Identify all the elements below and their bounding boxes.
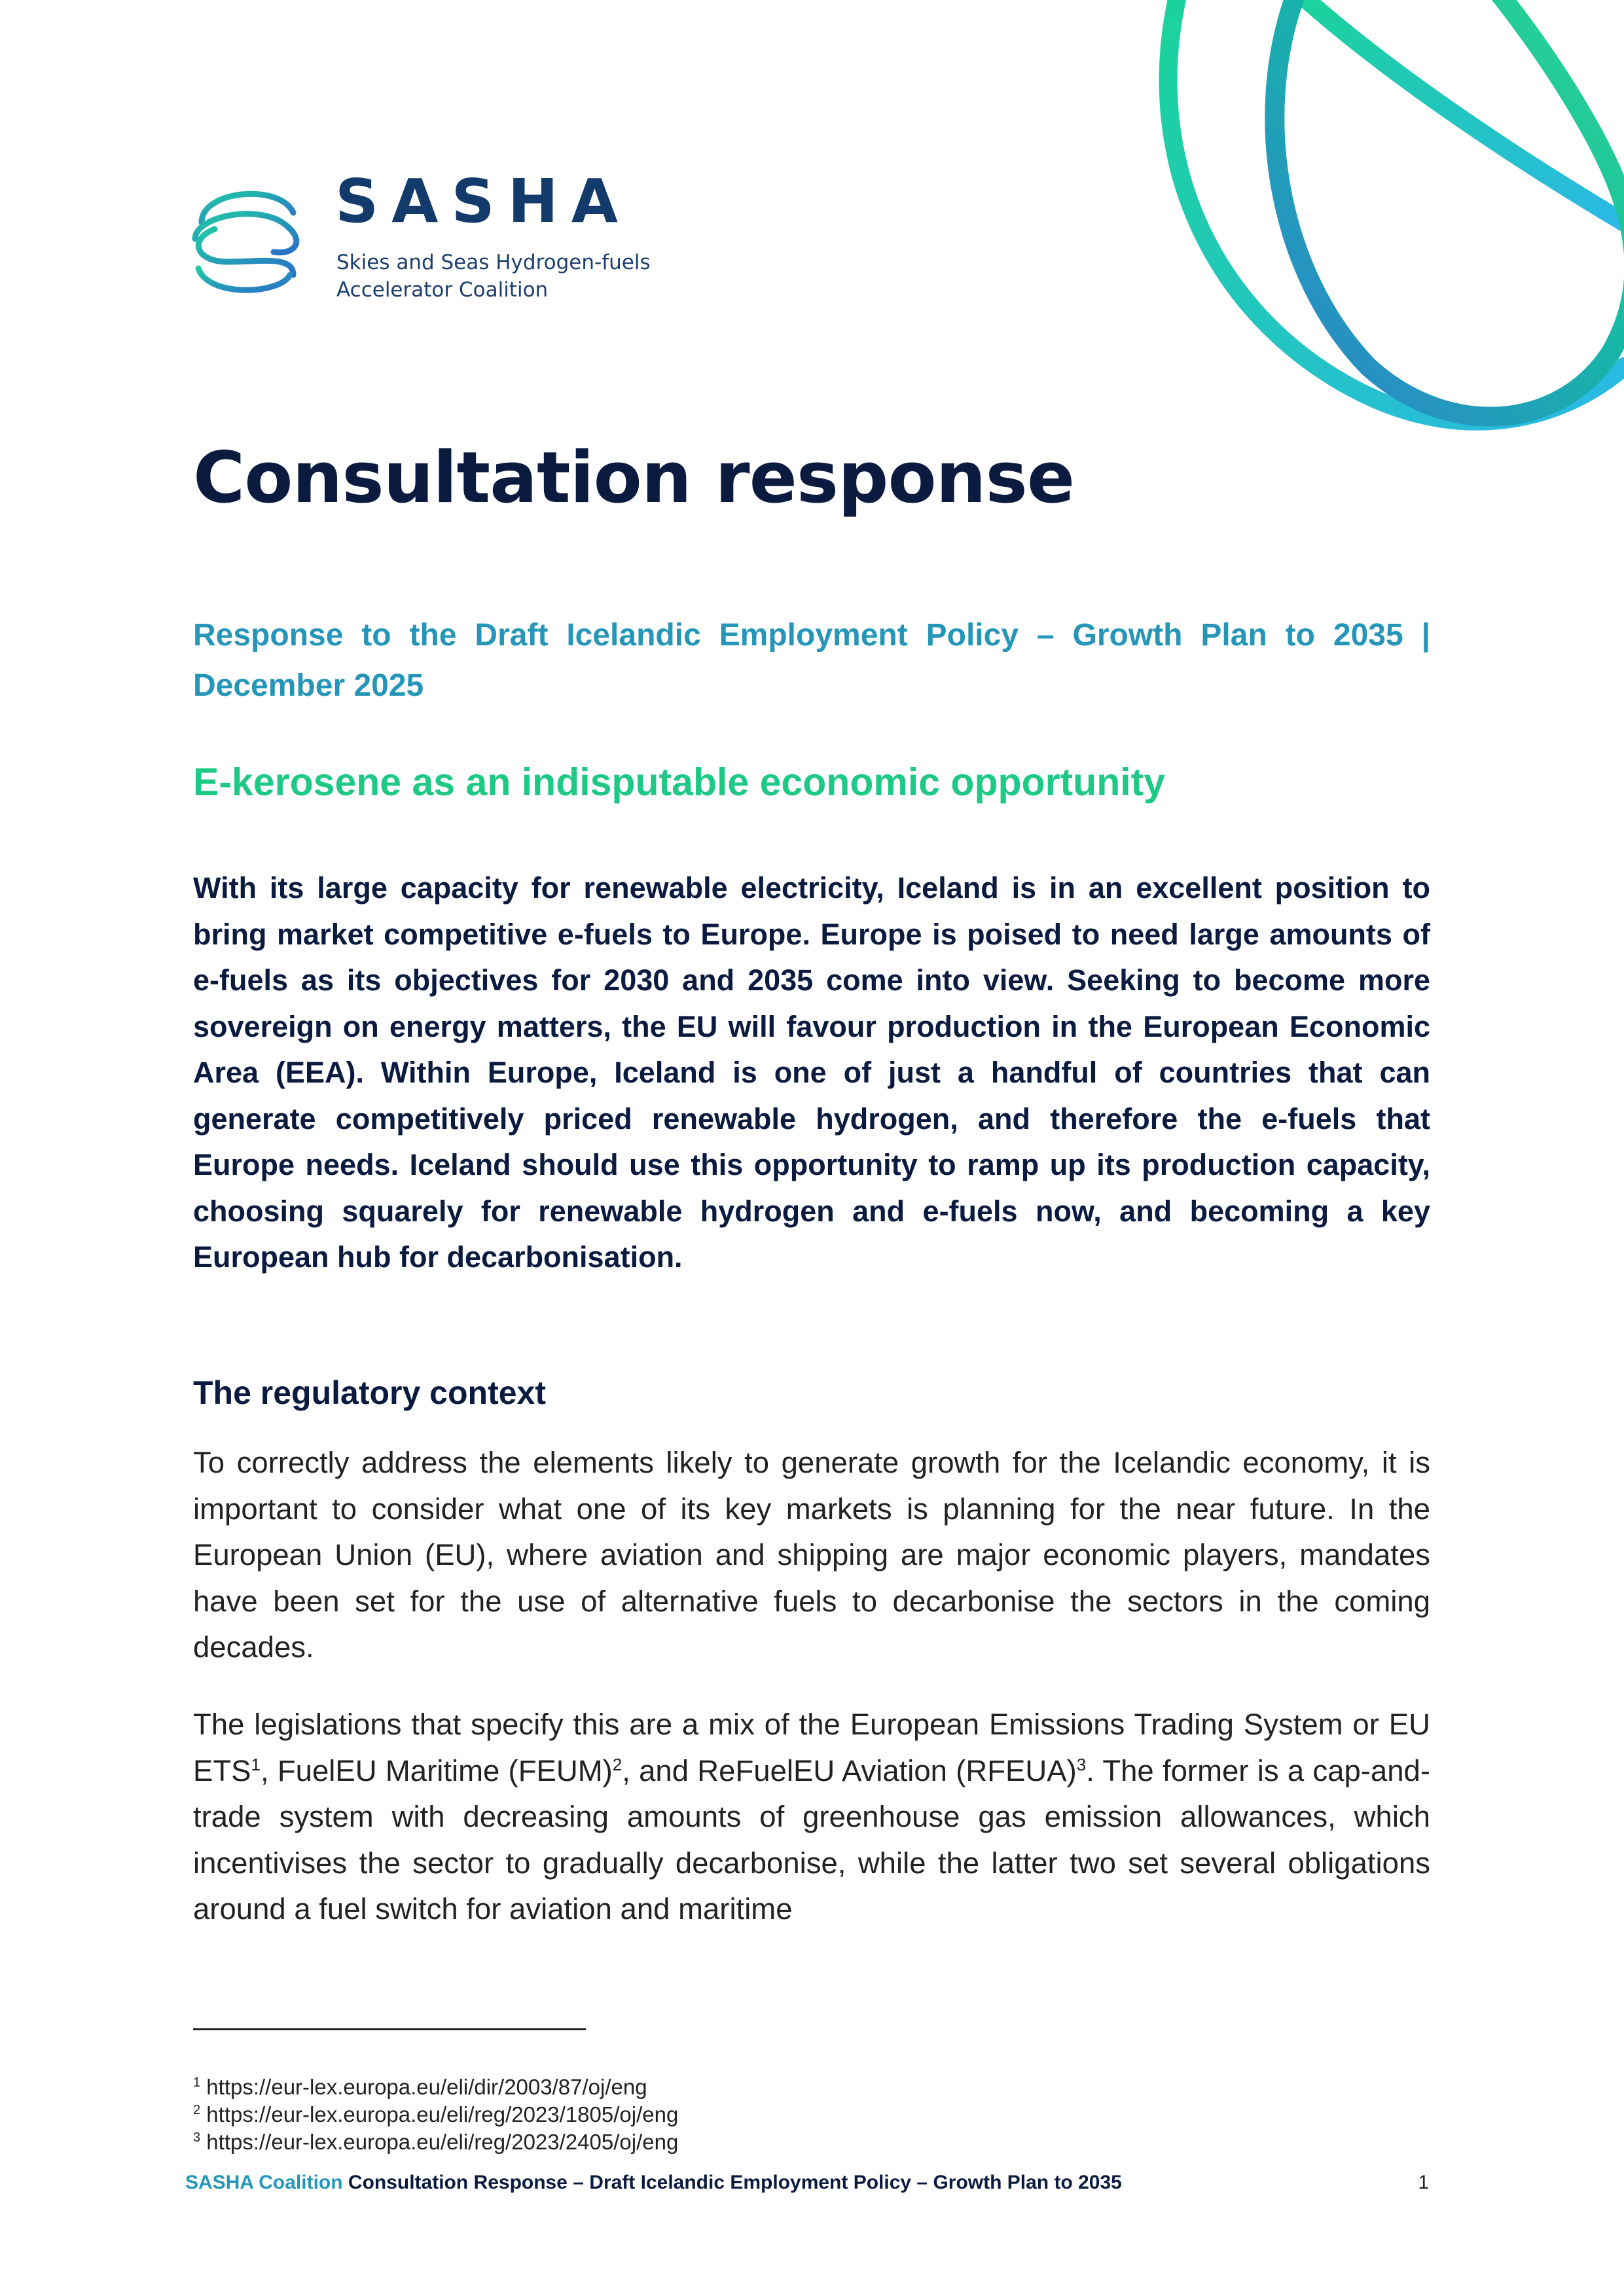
footnote-2 — [193, 2101, 1110, 2128]
body-paragraph-1: To correctly address the elements likely to generate growth for the Icelandic economy, it is important to consider what one of its key markets is planning for the near future. In the European Union (EU), where aviation and shipping are major economic players, mandates have been set for the use of alternative fuels to decarbonise the sectors in the coming decades. — [193, 1446, 1430, 1664]
paragraph2-text-2: , FuelEU Maritime (FEUM) — [260, 1753, 613, 1787]
logo-tagline-line1: Skies and Seas Hydrogen-fuels — [336, 251, 651, 274]
footer-text — [185, 2172, 1122, 2194]
section-heading: E-kerosene as an indisputable economic opportunity — [193, 761, 1166, 804]
paragraph2-text-4: . The former is a cap-and-trade system with decreasing amounts of greenhouse gas emission allowances, which incentivises the sector to gradually decarbonise, while the latter two set several obligations around a fuel switch for aviation and maritime — [193, 1753, 1430, 1926]
lead-paragraph: With its large capacity for renewable electricity, Iceland is in an excellent position to bring market competitive e-fuels to Europe. Europe is poised to need large amounts of e-fuels as its objectives for 2030 and 2035 come into view. Seeking to become more sovereign on energy matters, the EU will favour production in the European Economic Area (EEA). Within Europe, Iceland is one of just a handful of countries that can generate competitively priced renewable hydrogen, and therefore the e-fuels that Europe needs. Iceland should use this opportunity to ramp up its production capacity, choosing squarely for renewable hydrogen and e-fuels now, and becoming a key European hub for decarbonisation. — [193, 871, 1430, 1274]
footnotes — [193, 2073, 1110, 2156]
footnote-number: 1 — [193, 2075, 201, 2090]
paragraph2-text-1: The legislations that specify this are a mix of the European Emissions Trading System or EU ETS — [193, 1708, 1430, 1787]
paragraph2-text-3: , and ReFuelEU Aviation (RFEUA) — [622, 1753, 1077, 1787]
footnote-link[interactable]: https://eur-lex.europa.eu/eli/reg/2023/1805/oj/eng — [206, 2102, 679, 2126]
footnote-ref-1[interactable]: 1 — [251, 1754, 261, 1774]
footer-title: Consultation Response – Draft Icelandic Employment Policy – Growth Plan to 2035 — [342, 2172, 1122, 2193]
footnote-link[interactable]: https://eur-lex.europa.eu/eli/dir/2003/87/oj/eng — [206, 2075, 647, 2099]
sub-heading-regulatory-context: The regulatory context — [193, 1374, 546, 1411]
sasha-logo-mark-icon — [182, 177, 306, 301]
page-footer — [185, 2172, 1429, 2204]
document-title: Consultation response — [193, 437, 1075, 519]
footnote-3 — [193, 2128, 1110, 2156]
footnote-link[interactable]: https://eur-lex.europa.eu/eli/reg/2023/2405/oj/eng — [206, 2130, 679, 2154]
footer-brand: SASHA Coalition — [185, 2172, 343, 2193]
document-subtitle: Response to the Draft Icelandic Employment Policy – Growth Plan to 2035 | December 2025 — [193, 618, 1430, 703]
page-number: 1 — [1418, 2172, 1429, 2193]
body-paragraph-2 — [193, 1702, 1430, 1933]
footnote-ref-3[interactable]: 3 — [1076, 1754, 1087, 1774]
footnote-divider — [193, 2028, 586, 2030]
sasha-logo — [182, 166, 693, 309]
footnote-1 — [193, 2073, 1110, 2101]
footnote-number: 2 — [193, 2103, 201, 2117]
logo-wordmark: SASHA — [335, 166, 631, 236]
logo-tagline-line2: Accelerator Coalition — [336, 278, 549, 302]
logo-tagline — [336, 249, 703, 304]
footnote-ref-2[interactable]: 2 — [612, 1754, 623, 1774]
footnote-number: 3 — [193, 2130, 201, 2145]
